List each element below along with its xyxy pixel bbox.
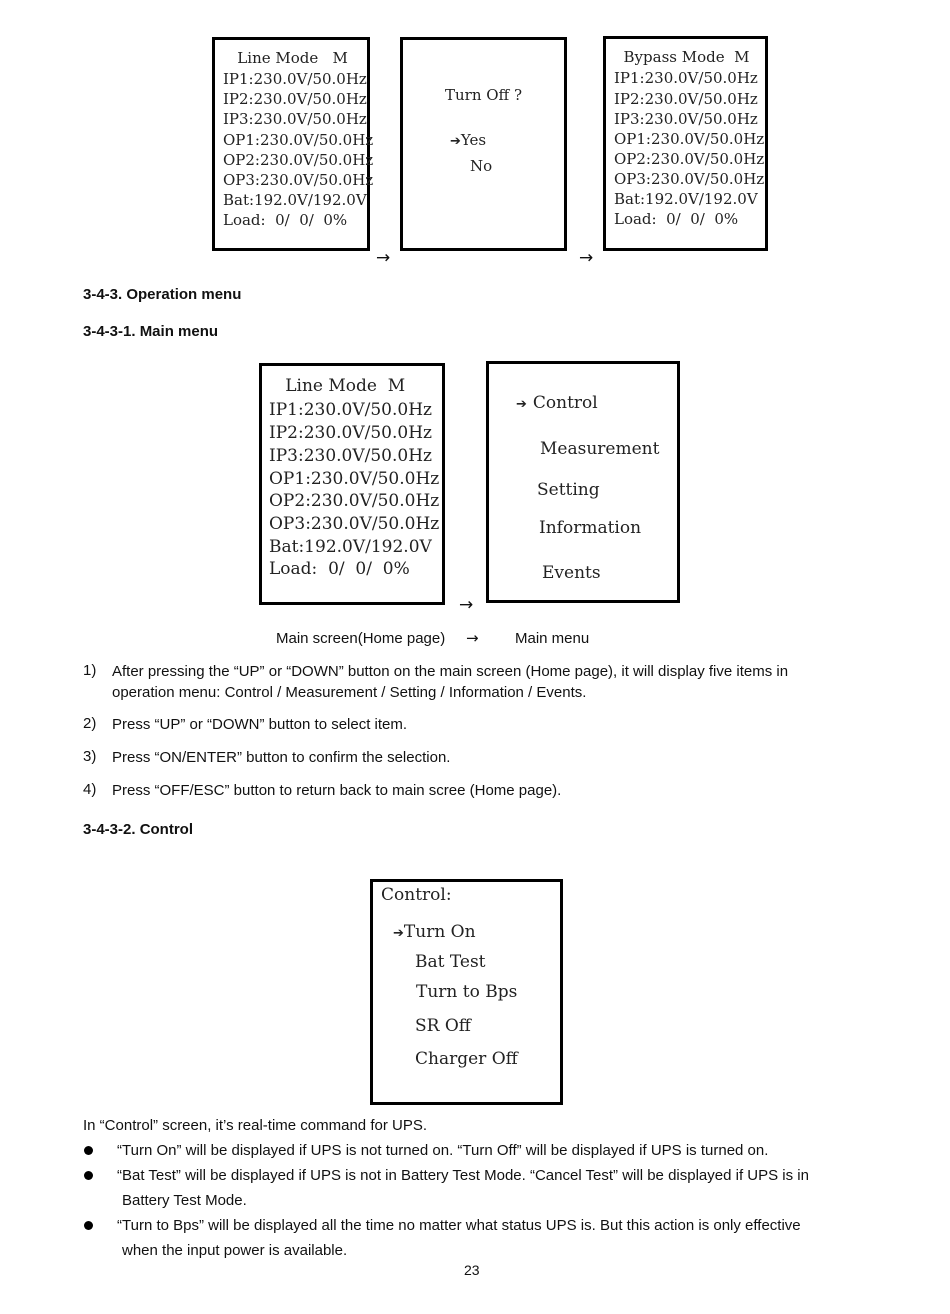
step-text: After pressing the “UP” or “DOWN” button on the main screen (Home page), it will display five items in [112,663,789,680]
flow-arrow-icon: → [579,248,594,268]
turn-off-question: Turn Off ? [445,86,523,104]
yes-option: ➔Yes [450,131,487,149]
control-screen [370,879,563,1105]
lcd-line: OP3:230.0V/50.0Hz [269,514,440,534]
lcd-line: OP2:230.0V/50.0Hz [223,151,374,169]
lcd-line: IP2:230.0V/50.0Hz [614,90,758,108]
line-mode-screen [212,37,374,251]
main-menu-screen [486,361,680,603]
lcd-line: Line Mode M [223,49,348,67]
step-text: Press “UP” or “DOWN” button to select item. [112,716,408,733]
step-number: 1) [83,662,97,679]
section-heading: 3-4-3-2. Control [83,821,194,838]
no-option: No [470,157,493,175]
lcd-line: Bypass Mode M [614,48,750,66]
control-item-turn-to-bps: Turn to Bps [416,982,518,1002]
menu-item-setting: Setting [537,480,600,500]
lcd-line: IP1:230.0V/50.0Hz [614,69,758,87]
control-item-charger-off: Charger Off [415,1049,518,1069]
lcd-line: Bat:192.0V/192.0V [614,190,758,208]
bullet-icon [84,1171,93,1180]
flow-arrow-icon: → [459,595,474,615]
lcd-line: IP2:230.0V/50.0Hz [269,423,433,443]
bypass-mode-screen [603,36,768,251]
bullet-text: when the input power is available. [122,1242,348,1259]
lcd-line: OP1:230.0V/50.0Hz [223,131,374,149]
turn-off-screen [400,37,567,251]
bullet-text: “Turn On” will be displayed if UPS is not turned on. “Turn Off” will be displayed if UPS is turned on. [117,1142,769,1159]
menu-item-events: Events [542,563,601,583]
step-text: Press “ON/ENTER” button to confirm the selection. [112,749,451,766]
lcd-line: OP1:230.0V/50.0Hz [614,130,765,148]
flow-arrow-icon: → [376,248,391,268]
section-heading: 3-4-3-1. Main menu [83,323,219,340]
main-screen [259,363,445,605]
lcd-line: Bat:192.0V/192.0V [269,537,432,557]
control-item-bat-test: Bat Test [415,952,486,972]
caption-left: Main screen(Home page) [276,630,446,647]
pointer-arrow-icon: ➔ [450,134,461,149]
bullet-text: Battery Test Mode. [122,1192,247,1209]
page-number: 23 [464,1262,480,1278]
lcd-line: IP3:230.0V/50.0Hz [614,110,758,128]
pointer-arrow-icon: ➔ [516,397,527,412]
pointer-arrow-icon: ➔ [393,926,404,941]
menu-item-measurement: Measurement [540,439,660,459]
step-number: 4) [83,781,97,798]
lcd-line: IP1:230.0V/50.0Hz [269,400,433,420]
control-title: Control: [381,885,452,905]
lcd-line: Line Mode M [269,376,406,396]
lcd-line: Load: 0/ 0/ 0% [223,211,348,229]
control-intro: In “Control” screen, it’s real-time command for UPS. [83,1117,427,1134]
section-heading: 3-4-3. Operation menu [83,286,242,303]
lcd-line: OP2:230.0V/50.0Hz [614,150,765,168]
lcd-line: OP1:230.0V/50.0Hz [269,469,440,489]
step-text: operation menu: Control / Measurement / Setting / Information / Events. [112,684,587,701]
lcd-line: IP2:230.0V/50.0Hz [223,90,367,108]
lcd-line: IP3:230.0V/50.0Hz [223,110,367,128]
menu-item-control: ➔ Control [516,393,598,413]
lcd-line: OP3:230.0V/50.0Hz [223,171,374,189]
caption-arrow-icon: → [466,629,479,647]
step-text: Press “OFF/ESC” button to return back to main scree (Home page). [112,782,562,799]
control-item-turn-on: ➔Turn On [393,922,476,942]
bullet-icon [84,1221,93,1230]
caption-right: Main menu [515,630,590,647]
bullet-icon [84,1146,93,1155]
step-number: 3) [83,748,97,765]
lcd-line: Load: 0/ 0/ 0% [614,210,739,228]
lcd-line: OP2:230.0V/50.0Hz [269,491,440,511]
menu-item-information: Information [539,518,642,538]
bullet-text: “Turn to Bps” will be displayed all the time no matter what status UPS is. But this action is only effective [117,1217,801,1234]
step-number: 2) [83,715,97,732]
lcd-line: OP3:230.0V/50.0Hz [614,170,765,188]
bullet-text: “Bat Test” will be displayed if UPS is not in Battery Test Mode. “Cancel Test” will be displayed if UPS is in [117,1167,809,1184]
lcd-line: IP3:230.0V/50.0Hz [269,446,433,466]
lcd-line: IP1:230.0V/50.0Hz [223,70,367,88]
lcd-line: Load: 0/ 0/ 0% [269,559,410,579]
control-item-sr-off: SR Off [415,1016,471,1036]
lcd-line: Bat:192.0V/192.0V [223,191,367,209]
